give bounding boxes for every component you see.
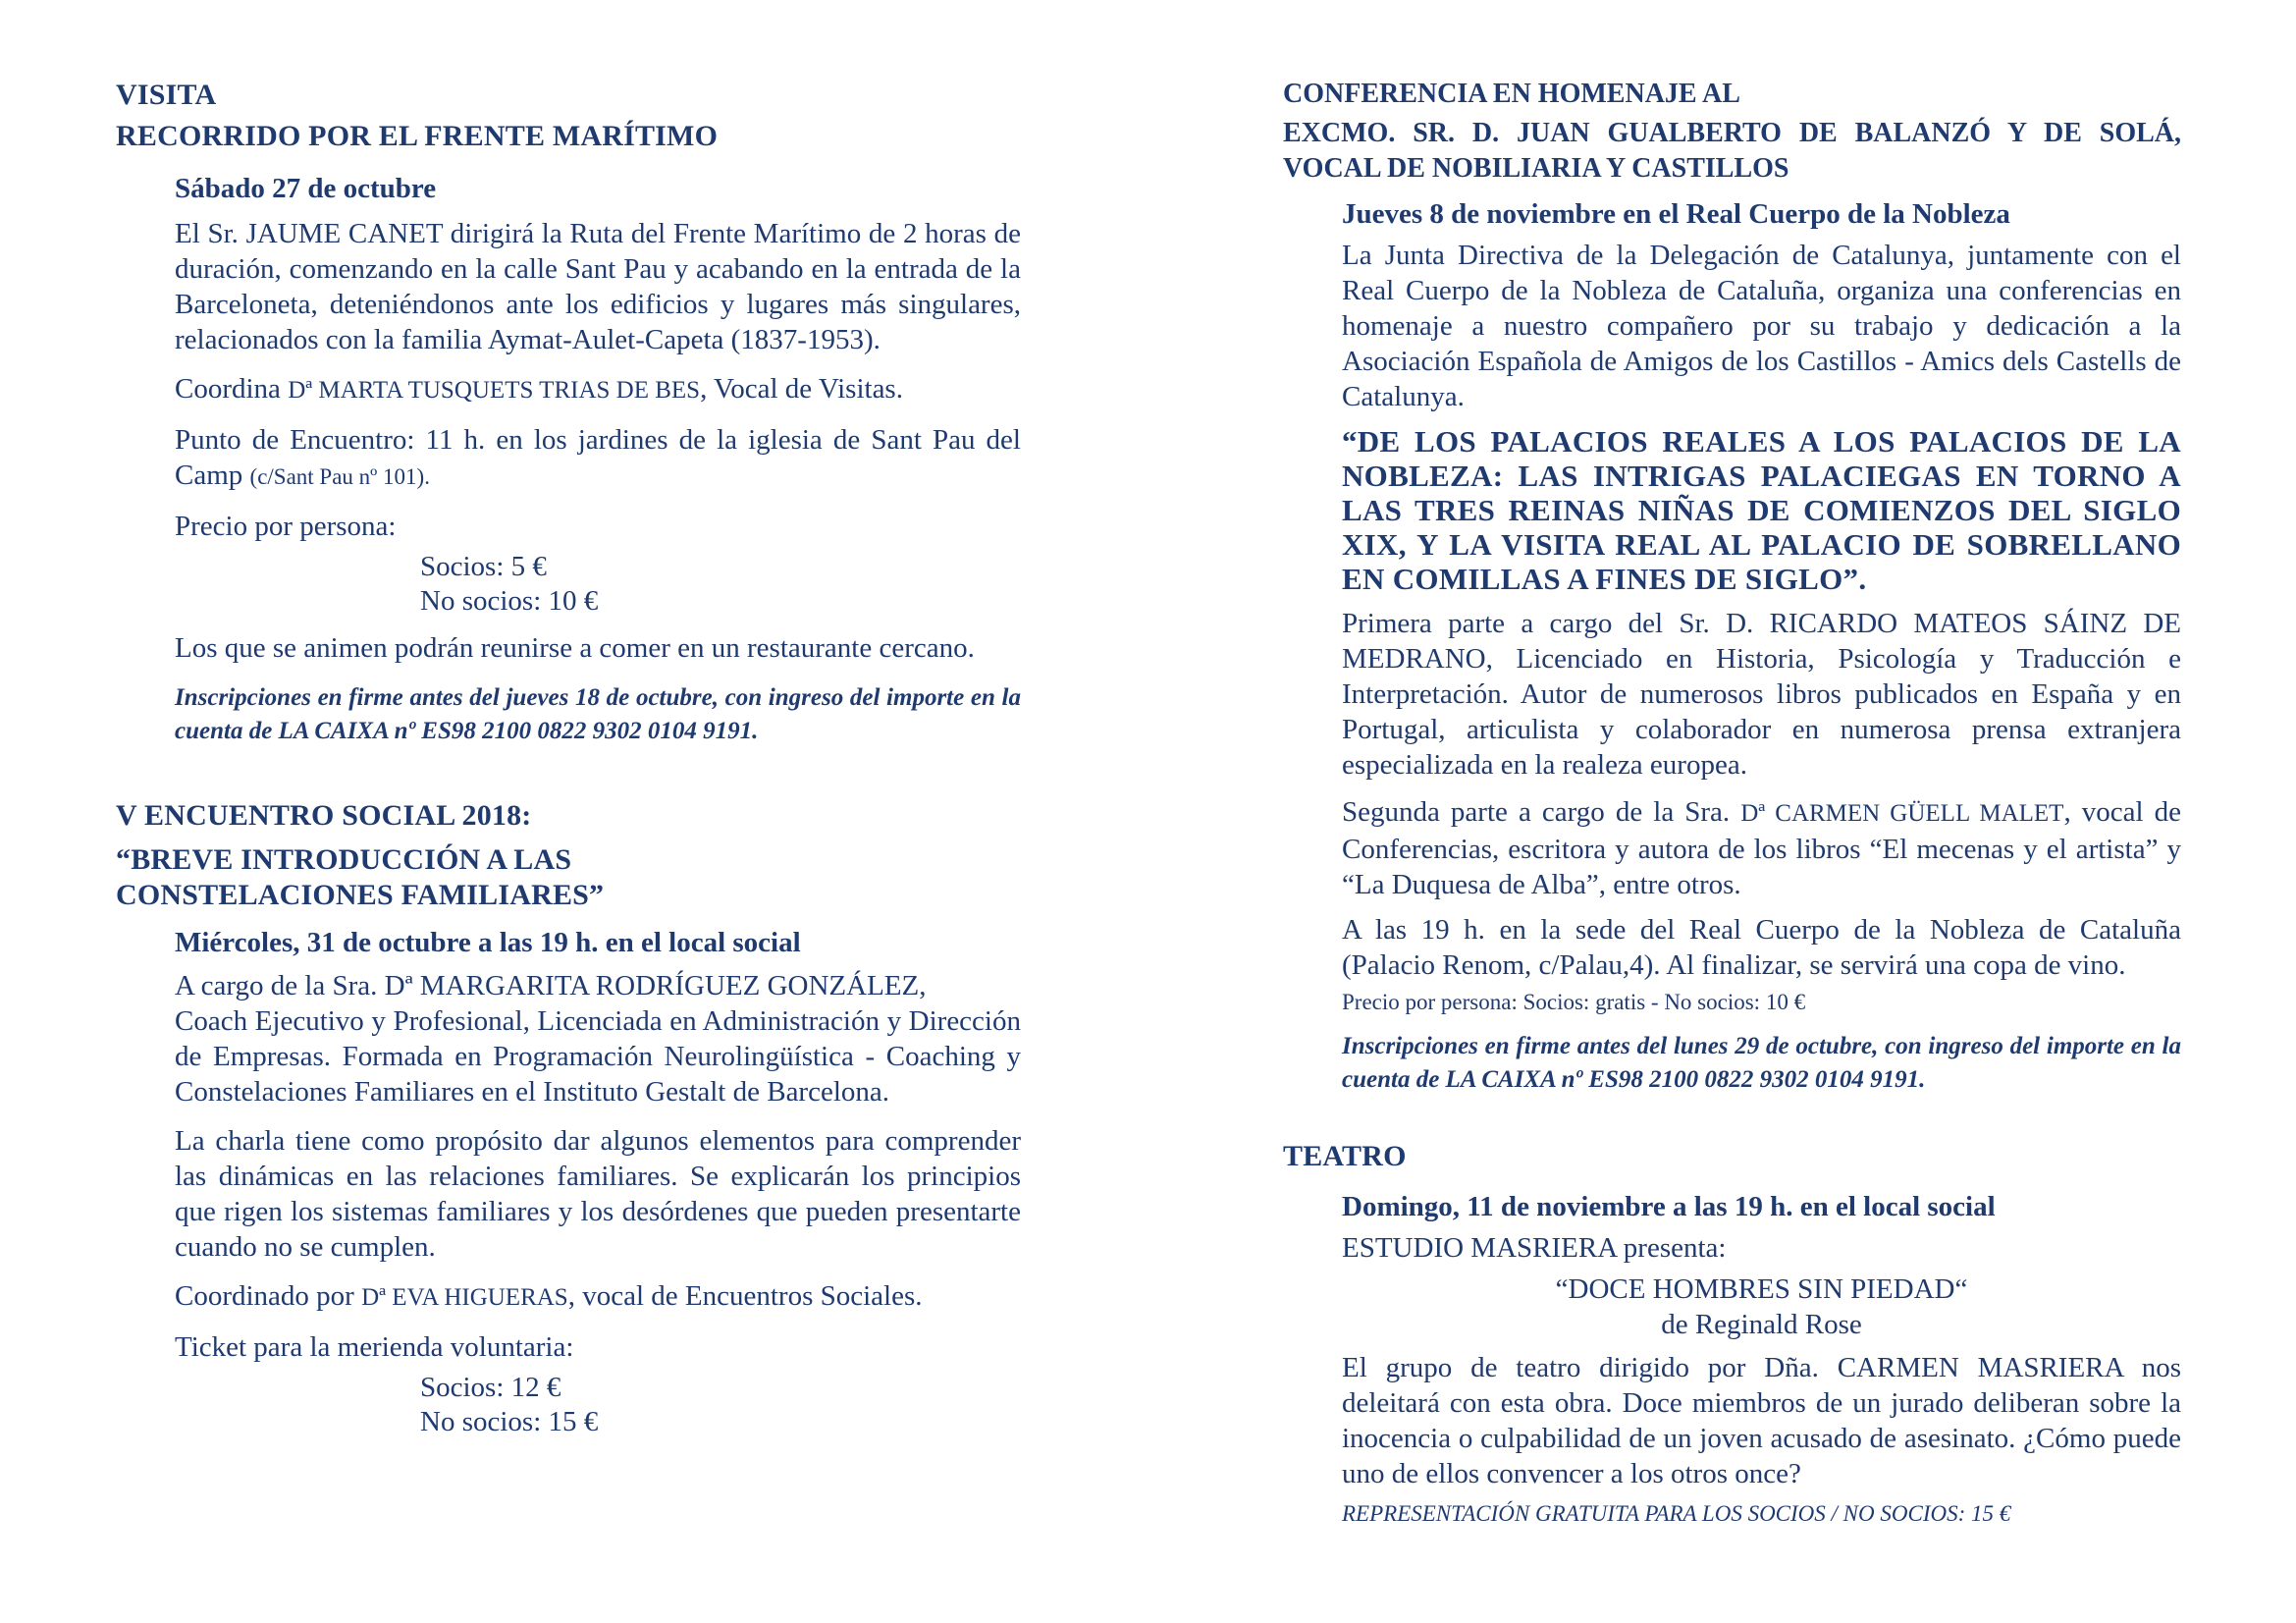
teatro-date: Domingo, 11 de noviembre a las 19 h. en el local social — [1342, 1191, 1996, 1222]
teatro-section — [1283, 1136, 2181, 1529]
encuentro-prices — [175, 1371, 1021, 1439]
encuentro-body1-line1: A cargo de la Sra. Dª MARGARITA RODRÍGUEZ GONZÁLEZ, — [175, 970, 927, 1001]
left-column — [116, 0, 1021, 1439]
conferencia-body1: La Junta Directiva de la Delegación de Catalunya, juntamente con el Real Cuerpo de la Nobleza de Cataluña, organiza una conferencias en homenaje a nuestro compañero por su trabajo y dedicación a la Asociación Española de Amigos de los Castillos - Amics dels Castells de Catalunya. — [1342, 240, 2181, 412]
visita-inscripciones: Inscripciones en firme antes del jueves 18 de octubre, con ingreso del importe en la cuenta de LA CAIXA nº ES98 2100 0822 9302 0104 9191. — [175, 684, 1021, 744]
visita-date: Sábado 27 de octubre — [175, 173, 437, 204]
teatro-author: de Reginald Rose — [1661, 1309, 1862, 1340]
teatro-presenta: ESTUDIO MASRIERA presenta: — [1342, 1232, 1727, 1264]
encuentro-coordinado: Coordinado por Dª EVA HIGUERAS, vocal de Encuentros Sociales. — [175, 1280, 923, 1312]
teatro-body: El grupo de teatro dirigido por Dña. CARMEN MASRIERA nos deleitará con esta obra. Doce miembros de un jurado deliberan sobre la inocencia o culpabilidad de un joven acusado de asesinato. ¿Cómo puede uno de ellos convencer a los otros once? — [1342, 1352, 2181, 1489]
encuentro-body1: Coach Ejecutivo y Profesional, Licenciada en Administración y Dirección de Empresas. Formada en Programación Neurolingüística - Coaching y Constelaciones Familiares en el Instituto Gestalt de Barcelona. — [175, 1005, 1021, 1108]
visita-subheading: RECORRIDO POR EL FRENTE MARÍTIMO — [116, 120, 719, 152]
conferencia-part1: Primera parte a cargo del Sr. D. RICARDO MATEOS SÁINZ DE MEDRANO, Licenciado en Historia, Psicología y Traducción e Interpretación. Autor de numerosos libros publicados en España y en Portugal, articulista y colaborador en numerosa prensa extranjera especializada en la realeza europea. — [1342, 608, 2181, 781]
conferencia-inscripciones: Inscripciones en firme antes del lunes 29 de octubre, con ingreso del importe en la cuenta de LA CAIXA nº ES98 2100 0822 9302 0104 9191. — [1342, 1033, 2181, 1093]
encuentro-price-nosocios: No socios: 15 € — [420, 1406, 599, 1437]
conferencia-precio: Precio por persona: Socios: gratis - No socios: 10 € — [1342, 990, 1806, 1014]
teatro-heading: TEATRO — [1283, 1140, 1407, 1172]
conferencia-title: “DE LOS PALACIOS REALES A LOS PALACIOS DE LA NOBLEZA: LAS INTRIGAS PALACIEGAS EN TORNO A LAS TRES REINAS NIÑAS DE COMIENZOS DEL SIGLO XIX, Y LA VISITA REAL AL PALACIO DE SOBRELLANO EN COMILLAS A FINES DE SIGLO”. — [1342, 424, 2181, 596]
encuentro-body2: La charla tiene como propósito dar algunos elementos para comprender las dinámicas en las relaciones familiares. Se explicarán los principios que rigen los sistemas familiares y los desórdenes que pueden presentarte cuando no se cumplen. — [175, 1125, 1021, 1263]
encuentro-price-socios: Socios: 12 € — [420, 1372, 561, 1403]
conferencia-section — [1283, 0, 2181, 1097]
encuentro-ticket-label: Ticket para la merienda voluntaria: — [175, 1331, 574, 1363]
visita-price-socios: Socios: 5 € — [420, 551, 547, 582]
visita-price-nosocios: No socios: 10 € — [420, 585, 599, 617]
conferencia-subheading: EXCMO. SR. D. JUAN GUALBERTO DE BALANZÓ Y DE SOLÁ, VOCAL DE NOBILIARIA Y CASTILLOS — [1283, 118, 2181, 184]
visita-comer: Los que se animen podrán reunirse a comer en un restaurante cercano. — [175, 632, 975, 664]
encuentro-date: Miércoles, 31 de octubre a las 19 h. en el local social — [175, 927, 801, 958]
visita-coordina: Coordina Dª MARTA TUSQUETS TRIAS DE BES, Vocal de Visitas. — [175, 373, 903, 405]
encuentro-heading: V ENCUENTRO SOCIAL 2018: — [116, 799, 532, 832]
teatro-play-title: “DOCE HOMBRES SIN PIEDAD“ — [1555, 1273, 1968, 1305]
conferencia-part2: Segunda parte a cargo de la Sra. Dª CARMEN GÜELL MALET, vocal de Conferencias, escritora y autora de los libros “El mecenas y el artista” y “La Duquesa de Alba”, entre otros. — [1342, 796, 2182, 900]
visita-punto: Punto de Encuentro: 11 h. en los jardines de la iglesia de Sant Pau del Camp (c/Sant Pau nº 101). — [175, 424, 1021, 491]
encuentro-title-line1: “BREVE INTRODUCCIÓN A LAS — [116, 843, 572, 876]
conferencia-date: Jueves 8 de noviembre en el Real Cuerpo de la Nobleza — [1342, 198, 2010, 230]
visita-heading: VISITA — [116, 79, 217, 111]
encuentro-title-line2: CONSTELACIONES FAMILIARES” — [116, 879, 605, 911]
right-column — [1283, 0, 2181, 1529]
visita-body: El Sr. JAUME CANET dirigirá la Ruta del Frente Marítimo de 2 horas de duración, comenzando en la calle Sant Pau y acabando en la entrada de la Barceloneta, deteniéndonos ante los edificios y lugares más singulares, relacionados con la familia Aymat-Aulet-Capeta (1837-1953). — [175, 218, 1021, 355]
visita-prices — [175, 550, 1021, 619]
encuentro-section — [116, 795, 1021, 1439]
conferencia-lugar: A las 19 h. en la sede del Real Cuerpo de la Nobleza de Cataluña (Palacio Renom, c/Palau,4). Al finalizar, se servirá una copa de vino. — [1342, 914, 2181, 981]
visita-section — [116, 0, 1021, 748]
visita-precio-label: Precio por persona: — [175, 511, 397, 542]
conferencia-heading: CONFERENCIA EN HOMENAJE AL — [1283, 79, 1740, 109]
teatro-note: REPRESENTACIÓN GRATUITA PARA LOS SOCIOS / NO SOCIOS: 15 € — [1342, 1501, 2011, 1526]
